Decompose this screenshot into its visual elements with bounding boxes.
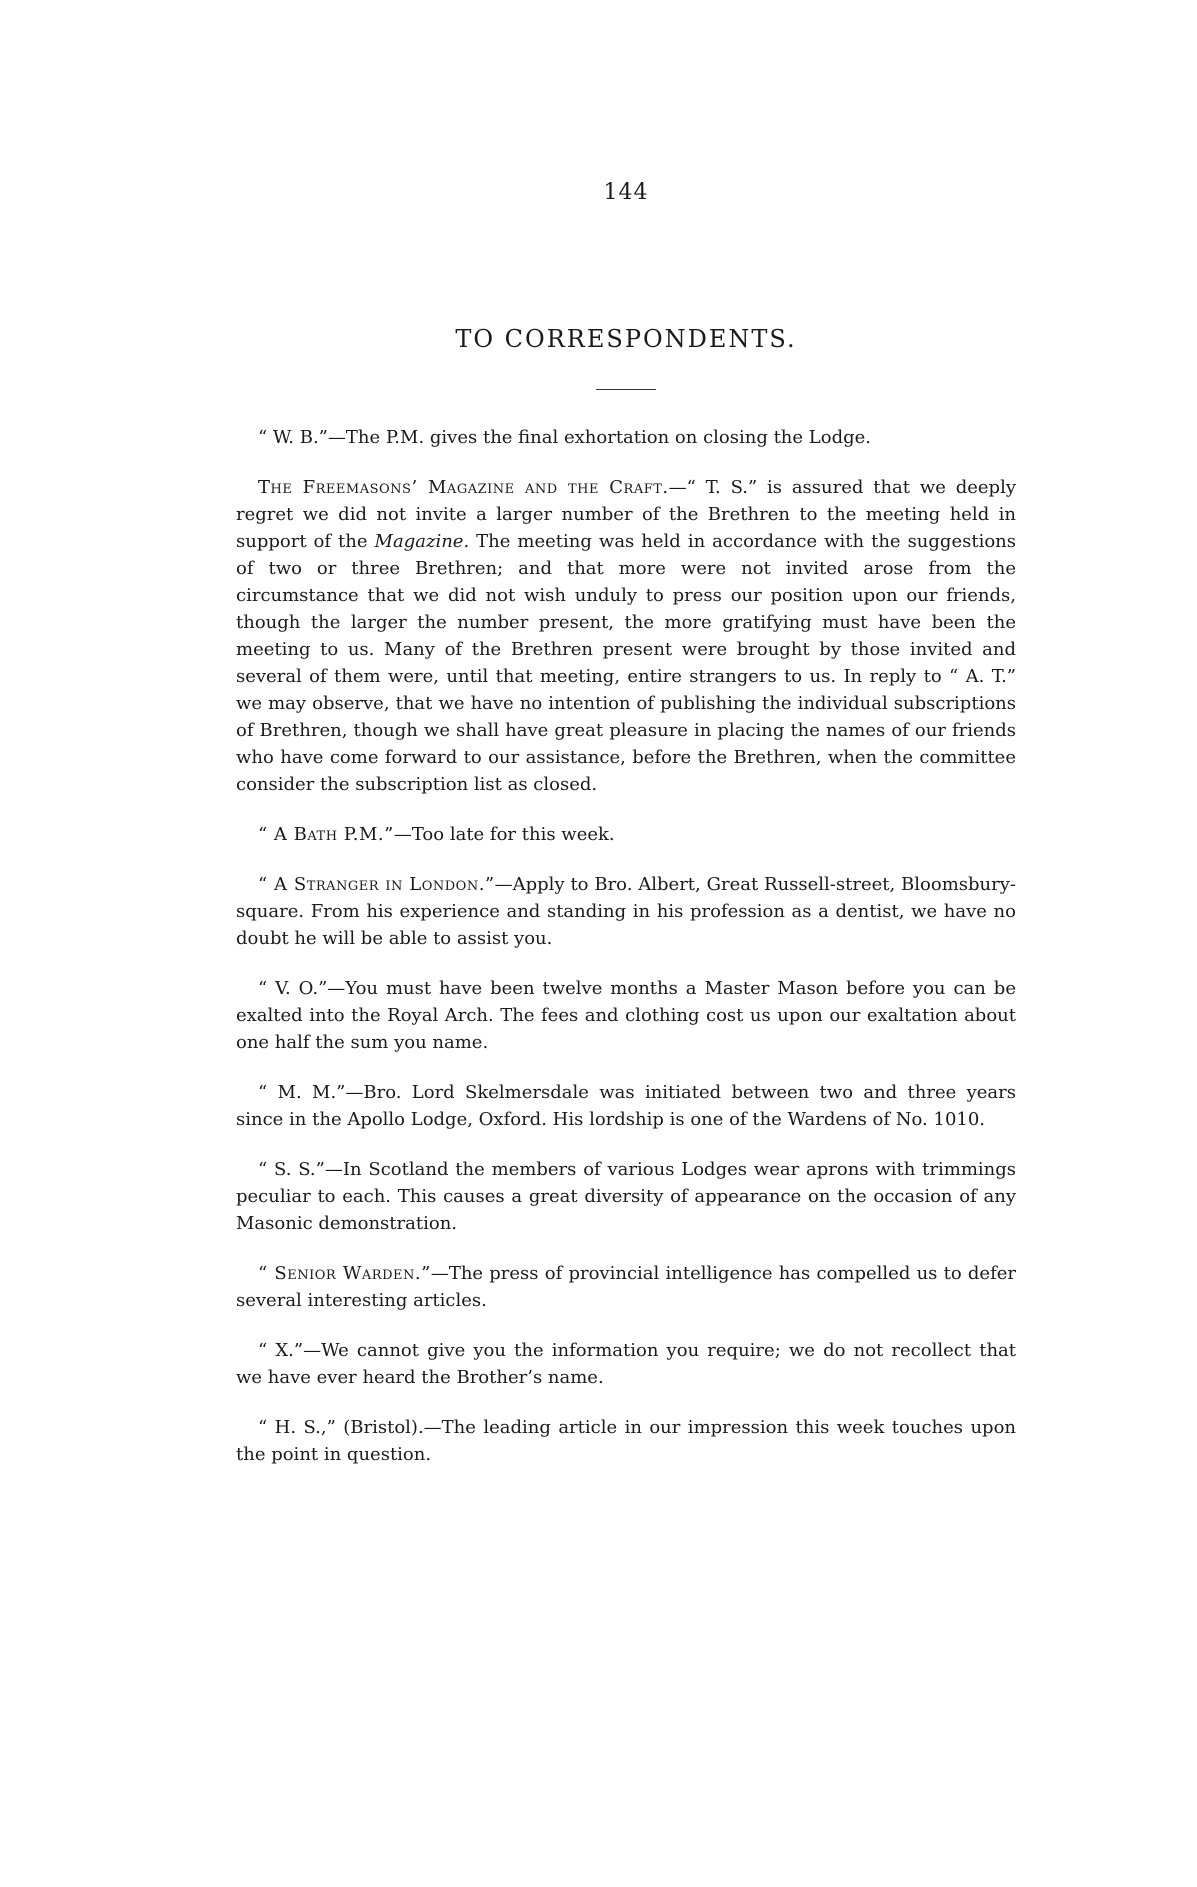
correspondent-entry — [236, 474, 1016, 798]
correspondent-entry — [236, 821, 1016, 848]
entry-body: —You must have been twelve months a Master Mason before you can be exalted into the Royal Arch. The fees and clothing cost us upon our exaltation about one half the sum you name. — [236, 978, 1016, 1053]
section-heading: TO CORRESPONDENTS. — [455, 325, 797, 353]
entry-body: —Apply to Bro. Albert, Great Russell-street, Bloomsbury-square. From his experience and standing in his profession as a dentist, we have no doubt he will be able to assist you. — [236, 874, 1016, 949]
correspondent-entry — [236, 871, 1016, 952]
entry-body: —Too late for this week. — [393, 824, 615, 845]
entry-lead: “ V. O.” — [258, 978, 328, 999]
entry-lead: “ H. S.,” — [258, 1417, 336, 1438]
entry-body: The meeting was held in accordance with the suggestions of two or three Brethren; and that more were not invited arose from the circumstance that we did not wish unduly to press our position upon our friends, though the larger the number present, the more gratifying must have been the meeting to us. Many of the Brethren present were brought by those invited and several of them were, until that meeting, entire strangers to us. In reply to “ A. T.” we may observe, that we have no intention of publishing the individual subscriptions of Brethren, though we shall have great pleasure in placing the names of our friends who have come forward to our assistance, before the Brethren, when the committee consider the subscription list as closed. — [236, 531, 1016, 795]
entry-lead: “ X.” — [258, 1340, 304, 1361]
document-page — [236, 180, 1016, 1491]
correspondent-entry — [236, 1079, 1016, 1133]
entry-lead: “ A Bath P.M.” — [258, 824, 394, 845]
correspondent-entry — [236, 1260, 1016, 1314]
correspondent-entry — [236, 1414, 1016, 1468]
correspondent-entry — [236, 1337, 1016, 1391]
entry-lead: The Freemasons’ Magazine and the Craft. — [258, 477, 669, 498]
entry-emphasis: Magazine. — [374, 531, 470, 552]
entry-body: (Bristol).—The leading article in our impression this week touches upon the point in question. — [236, 1417, 1016, 1465]
entry-lead: “ A Stranger in London.” — [258, 874, 495, 895]
page-number: 144 — [603, 180, 649, 205]
entry-lead: “ S. S.” — [258, 1159, 325, 1180]
entry-body: —We cannot give you the information you require; we do not recollect that we have ever heard the Brother’s name. — [236, 1340, 1016, 1388]
entry-lead: “ Senior Warden.” — [258, 1263, 431, 1284]
entry-lead: “ M. M.” — [258, 1082, 346, 1103]
entry-body: —The press of provincial intelligence has compelled us to defer several interesting articles. — [236, 1263, 1016, 1311]
entry-body: —Bro. Lord Skelmersdale was initiated between two and three years since in the Apollo Lodge, Oxford. His lordship is one of the Wardens of No. 1010. — [236, 1082, 1016, 1130]
correspondent-entry — [236, 1156, 1016, 1237]
entry-lead: “ W. B.” — [258, 427, 328, 448]
entry-body: —The P.M. gives the final exhortation on closing the Lodge. — [327, 427, 871, 448]
entry-body: —“ T. S.” is assured that we deeply regret we did not invite a larger number of the Brethren to the meeting held in support of the — [236, 477, 1016, 552]
heading-divider — [596, 389, 656, 390]
correspondent-entry — [236, 975, 1016, 1056]
correspondent-entry — [236, 424, 1016, 451]
entry-body: —In Scotland the members of various Lodges wear aprons with trimmings peculiar to each. This causes a great diversity of appearance on the occasion of any Masonic demonstration. — [236, 1159, 1016, 1234]
